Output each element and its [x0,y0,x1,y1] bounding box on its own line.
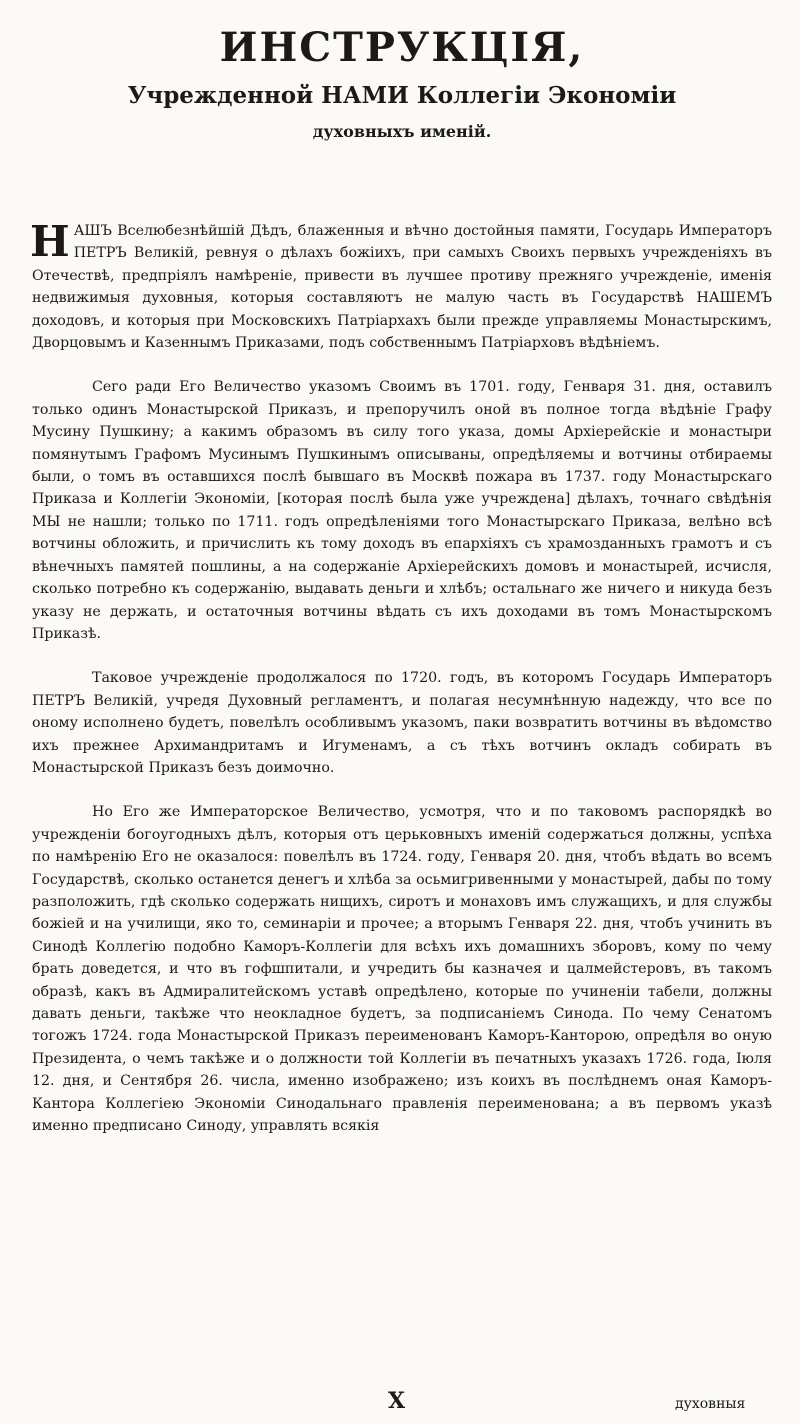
document-subtitle-2: духовныхъ именій. [312,122,492,141]
document-body [30,217,772,1137]
signature-mark: X [388,1388,406,1414]
paragraph-4: Но Его же Императорское Величество, усмотря, что и по таковомъ распорядкѣ во учрежденіи богоугодныхъ дѣлъ, которыя отъ церьковныхъ именій содержаться должны, успѣха по намѣренію Его не оказалося: повелѣлъ въ 1724. году, Генваря 20. дня, чтобъ вѣдать во всемъ Государствѣ, сколько останется денегъ и хлѣба за осьмигривенными у монастырей, дабы по тому разположить, гдѣ сколько содержать нищихъ, сиротъ и монаховъ имъ служащихъ, и для службы божіей и на училищи, яко то, семинаріи и прочее; а вторымъ Генваря 22. дня, чтобъ учинить въ Синодѣ Коллегію подобно Каморъ-Коллегіи для всѣхъ ихъ домашнихъ зборовъ, кому по чему брать доведется, и что въ гофшпитали, и учредить бы казначея и цалмейстеровъ, въ такомъ образѣ, какъ въ Адмиралитейскомъ уставѣ опредѣлено, которые по учиненіи табели, должны давать деньги, такѣже что неокладное будетъ, за подписаніемъ Синода. По чему Сенатомъ тогожъ 1724. года Монастырской Приказъ переименованъ Каморъ-Канторою, опредѣля во оную Президента, о чемъ такѣже и о должности той Коллегіи въ печатныхъ указахъ 1726. года, Іюля 12. дня, и Сентября 26. числа, именно изображено; изъ коихъ въ послѣднемъ оная Каморъ-Кантора Коллегіею Экономіи Синодальнаго правленія переименована; а въ первомъ указѣ именно предписано Синоду, управлять всякія [32,804,772,1135]
drop-cap: Н [30,217,70,266]
paragraph-3: Таковое учрежденіе продолжалося по 1720. годъ, въ которомъ Государь Императоръ ПЕТРЪ Великій, учредя Духовный регламентъ, и полагая несумнѣнную надежду, что все по оному исполнено будетъ, повелѣлъ особливымъ указомъ, паки возвратить вотчины въ вѣдомство ихъ прежнее Архимандритамъ и Игуменамъ, а съ тѣхъ вотчинъ окладъ собирать въ Монастырской Приказъ безъ доимочно. [32,670,772,776]
document-title: ИНСТРУКЦІЯ, [219,24,585,71]
catchword: духовныя [675,1396,746,1412]
document-page [32,22,772,1137]
document-subtitle: Учрежденной НАМИ Коллегіи Экономіи [127,82,677,109]
paragraph-1-text: АШЪ Вселюбезнѣйшій Дѣдъ, блаженныя и вѣчно достойныя памяти, Государь Императоръ ПЕТРЪ Великій, ревнуя о дѣлахъ божіихъ, при самыхъ Своихъ первыхъ учрежденіяхъ въ Отечествѣ, предпріялъ намѣреніе, привести въ лучшее противу прежняго учрежденіе, именія недвижимыя духовныя, которыя составляютъ не малую часть въ Государствѣ НАШЕМЪ доходовъ, и которыя при Московскихъ Патріархахъ были прежде управляемы Монастырскимъ, Дворцовымъ и Казеннымъ Приказами, подъ собственнымъ Патріарховъ вѣдѣніемъ. [32,223,772,352]
paragraph-1 [30,217,772,354]
paragraph-2: Сего ради Его Величество указомъ Своимъ въ 1701. году, Генваря 31. дня, оставилъ только одинъ Монастырской Приказъ, и препоручилъ оной въ полное тогда вѣдѣніе Графу Мусину Пушкину; а какимъ образомъ въ силу того указа, домы Архіерейскіе и монастыри помянутымъ Графомъ Мусинымъ Пушкинымъ описываны, опредѣляемы и вотчины отбираемы были, о томъ въ оставшихся послѣ бывшаго въ Москвѣ пожара въ 1737. году Монастырскаго Приказа и Коллегіи Экономіи, [которая послѣ была уже учреждена] дѣлахъ, точнаго свѣдѣнія МЫ не нашли; только по 1711. годъ опредѣленіями того Монастырскаго Приказа, велѣно всѣ вотчины обложить, и причислить къ тому доходъ въ епархіяхъ съ храмозданныхъ грамотъ и съ вѣнечныхъ памятей пошлины, а на содержаніе Архіерейскихъ домовъ и монастырей, исчисля, сколько потребно къ содержанію, выдавать деньги и хлѣбъ; остальнаго же ничего и никуда безъ указу не держать, и остаточныя вотчины вѣдать съ ихъ доходами въ томъ Монастырскомъ Приказѣ. [32,379,772,642]
